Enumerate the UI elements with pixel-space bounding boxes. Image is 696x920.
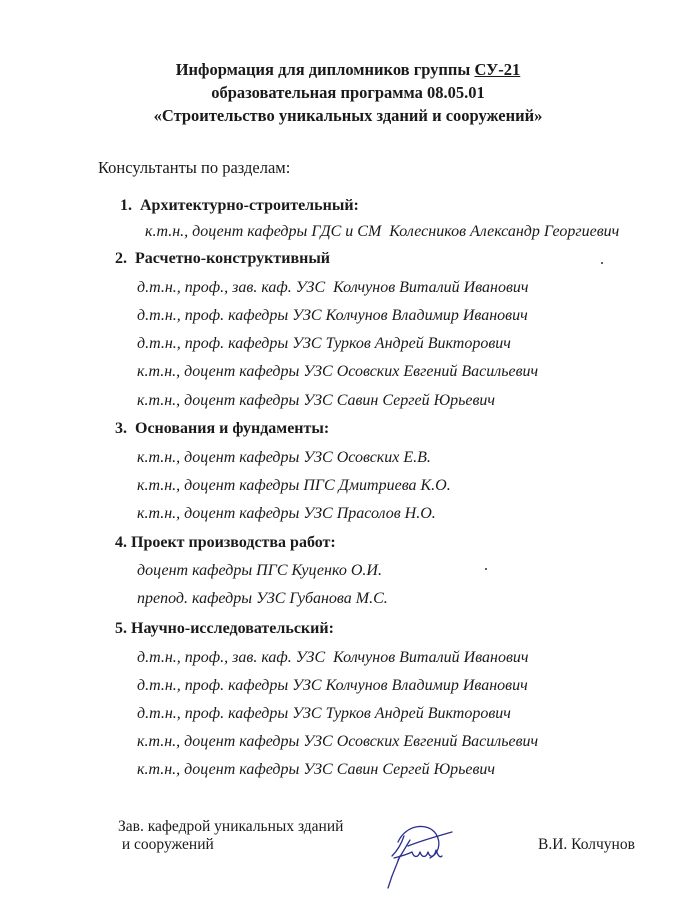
section-number: 3. (115, 420, 127, 437)
header-prefix: Информация для дипломников группы (175, 60, 471, 79)
consultant-entry: д.т.н., проф., зав. каф. УЗС Колчунов Виталий Иванович (137, 279, 529, 296)
consultant-entry: к.т.н., доцент кафедры УЗС Савин Сергей Юрьевич (137, 761, 496, 778)
signatory-position (118, 818, 343, 854)
section-name: Архитектурно-строительный: (140, 197, 359, 214)
scan-speck (601, 262, 603, 264)
section-number: 2. (115, 250, 127, 267)
consultant-entry: доцент кафедры ПГС Куценко О.И. (137, 562, 382, 579)
consultant-entry: к.т.н., доцент кафедры ГДС и СМ Колесников Александр Георгиевич (145, 223, 620, 240)
section-title (120, 197, 359, 215)
scan-speck (485, 568, 487, 570)
section-number: 5. (115, 620, 127, 637)
section-title (115, 534, 336, 552)
consultant-entry: д.т.н., проф. кафедры УЗС Колчунов Владимир Иванович (137, 677, 528, 694)
section-title (115, 620, 334, 638)
section-number: 1. (120, 197, 132, 214)
consultant-entry: д.т.н., проф., зав. каф. УЗС Колчунов Виталий Иванович (137, 649, 529, 666)
intro-text: Консультанты по разделам: (98, 158, 291, 177)
consultant-entry: д.т.н., проф. кафедры УЗС Турков Андрей Викторович (137, 705, 511, 722)
section-name: Основания и фундаменты: (135, 420, 330, 437)
consultant-entry: к.т.н., доцент кафедры УЗС Савин Сергей Юрьевич (137, 392, 496, 409)
handwritten-signature (368, 812, 458, 892)
document-header (0, 58, 696, 127)
section-number: 4. (115, 534, 127, 551)
section-name: Научно-исследовательский: (131, 620, 334, 637)
consultant-entry: д.т.н., проф. кафедры УЗС Турков Андрей Викторович (137, 335, 511, 352)
group-code: СУ-21 (474, 60, 521, 79)
consultant-entry: к.т.н., доцент кафедры УЗС Осовских Е.В. (137, 449, 431, 466)
consultant-entry: препод. кафедры УЗС Губанова М.С. (137, 590, 388, 607)
section-name: Проект производства работ: (131, 534, 336, 551)
section-title (115, 250, 330, 268)
consultant-entry: к.т.н., доцент кафедры УЗС Осовских Евгений Васильевич (137, 363, 539, 380)
section-name: Расчетно-конструктивный (135, 250, 331, 267)
header-line-1 (0, 58, 696, 81)
section-title (115, 420, 329, 438)
signatory-name: В.И. Колчунов (538, 836, 635, 853)
consultant-entry: д.т.н., проф. кафедры УЗС Колчунов Владимир Иванович (137, 307, 528, 324)
consultant-entry: к.т.н., доцент кафедры ПГС Дмитриева К.О. (137, 477, 451, 494)
header-line-2: образовательная программа 08.05.01 (211, 83, 485, 102)
position-line-1: Зав. кафедрой уникальных зданий (118, 818, 344, 835)
consultant-entry: к.т.н., доцент кафедры УЗС Прасолов Н.О. (137, 505, 436, 522)
consultant-entry: к.т.н., доцент кафедры УЗС Осовских Евгений Васильевич (137, 733, 539, 750)
position-line-2: и сооружений (118, 836, 214, 853)
header-line-3: «Строительство уникальных зданий и сооружений» (153, 106, 543, 125)
